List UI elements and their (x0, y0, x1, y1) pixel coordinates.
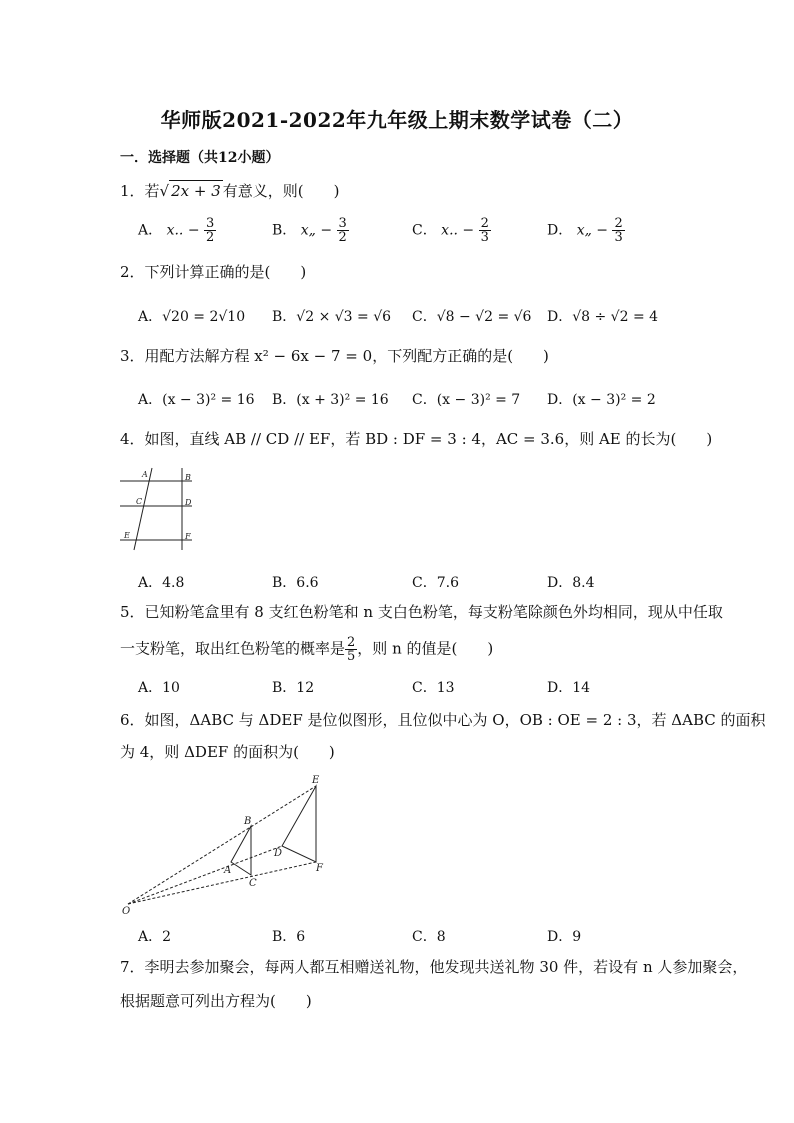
denominator: 2 (338, 230, 347, 245)
q1-option-a[interactable] (138, 217, 216, 244)
q2-option-b[interactable]: B．√2 × √3 = √6 (272, 309, 392, 325)
question-6-line1: 6．如图，ΔABC 与 ΔDEF 是位似图形，且位似中心为 O，OB : OE = 2 : 3，若 ΔABC 的面积 (120, 711, 766, 729)
q5-option-a[interactable]: A．10 (138, 680, 180, 696)
option-expr: x.. − (166, 222, 200, 239)
ray-oe (128, 786, 316, 904)
ray-od (128, 846, 282, 904)
point-e-label: E (312, 775, 320, 786)
denominator: 3 (480, 230, 489, 245)
question-4-stem: 4．如图，直线 AB // CD // EF，若 BD : DF = 3 : 4，AC = 3.6，则 AE 的长为( ) (120, 430, 713, 448)
numerator: 2 (347, 635, 356, 650)
q1-stem-start: 1．若 (120, 182, 160, 200)
q1-option-c[interactable] (412, 217, 491, 244)
q6-option-a[interactable]: A．2 (138, 929, 172, 945)
q4-figure (118, 462, 200, 554)
question-6-line2: 为 4，则 ΔDEF 的面积为( ) (120, 743, 335, 761)
point-a-label: A (224, 865, 232, 876)
point-f-label: F (316, 863, 323, 874)
q4-option-a[interactable]: A．4.8 (138, 575, 185, 591)
question-3-stem: 3．用配方法解方程 x² − 6x − 7 = 0，下列配方正确的是( ) (120, 347, 549, 365)
sqrt-symbol: √ (159, 182, 170, 200)
q5-line2-start: 一支粉笔，取出红色粉笔的概率是 (120, 639, 346, 658)
option-fraction (337, 217, 349, 244)
denominator: 3 (614, 230, 623, 245)
triangle-def (282, 786, 316, 862)
option-letter: A． (138, 222, 163, 239)
option-letter: D． (547, 222, 573, 239)
option-letter: C． (412, 222, 437, 239)
q5-option-b[interactable]: B．12 (272, 680, 315, 696)
q5-option-c[interactable]: C．13 (412, 680, 455, 696)
q6-option-b[interactable]: B．6 (272, 929, 306, 945)
option-fraction (204, 217, 216, 244)
option-letter: B． (272, 222, 297, 239)
point-b-label: B (185, 473, 191, 482)
question-7-line1: 7．李明去参加聚会，每两人都互相赠送礼物，他发现共送礼物 30 件，若设有 n 人参加聚会， (120, 958, 748, 976)
point-d-label: D (274, 848, 283, 859)
page-title: 华师版2021-2022年九年级上期末数学试卷（二） (160, 108, 634, 132)
denominator: 5 (347, 649, 356, 664)
q3-option-b[interactable]: B．(x + 3)² = 16 (272, 392, 389, 408)
q1-option-b[interactable] (272, 217, 349, 244)
triangle-abc (231, 826, 251, 875)
q2-option-a[interactable]: A．√20 = 2√10 (138, 309, 246, 325)
point-e-label: E (124, 531, 130, 540)
option-fraction (612, 217, 624, 244)
q2-option-c[interactable]: C．√8 − √2 = √6 (412, 309, 532, 325)
question-5-line2 (120, 636, 493, 663)
q4-option-b[interactable]: B．6.6 (272, 575, 319, 591)
question-1-stem (120, 180, 339, 201)
q1-stem-end: 有意义，则( ) (222, 182, 340, 200)
question-7-line2: 根据题意可列出方程为( ) (120, 992, 312, 1010)
q3-option-c[interactable]: C．(x − 3)² = 7 (412, 392, 521, 408)
option-expr: x„ − (576, 222, 609, 239)
q3-option-a[interactable]: A．(x − 3)² = 16 (138, 392, 255, 408)
q6-option-d[interactable]: D．9 (547, 929, 582, 945)
option-expr: x.. − (441, 222, 475, 239)
q3-option-d[interactable]: D．(x − 3)² = 2 (547, 392, 656, 408)
point-o-label: O (122, 906, 131, 917)
section-heading: 一．选择题（共12小题） (120, 150, 280, 166)
q5-option-d[interactable]: D．14 (547, 680, 591, 696)
denominator: 2 (206, 230, 215, 245)
question-2-stem: 2．下列计算正确的是( ) (120, 263, 307, 281)
q1-option-d[interactable] (547, 217, 625, 244)
numerator: 2 (614, 216, 623, 231)
point-f-label: F (185, 532, 191, 541)
transversal-ae (134, 468, 152, 550)
q1-radicand: 2x + 3 (171, 182, 221, 200)
point-b-label: B (244, 816, 252, 827)
point-a-label: A (142, 470, 148, 479)
numerator: 2 (480, 216, 489, 231)
option-expr: x„ − (300, 222, 333, 239)
q6-figure (118, 772, 338, 918)
point-d-label: D (185, 498, 192, 507)
q2-option-d[interactable]: D．√8 ÷ √2 = 4 (547, 309, 659, 325)
q6-option-c[interactable]: C．8 (412, 929, 446, 945)
question-5-line1: 5．已知粉笔盒里有 8 支红色粉笔和 n 支白色粉笔，每支粉笔除颜色外均相同，现从中任取 (120, 603, 723, 621)
q4-option-c[interactable]: C．7.6 (412, 575, 459, 591)
q5-fraction (345, 636, 357, 663)
q4-option-d[interactable]: D．8.4 (547, 575, 595, 591)
numerator: 3 (206, 216, 215, 231)
numerator: 3 (338, 216, 347, 231)
option-fraction (479, 217, 491, 244)
q5-line2-end: ，则 n 的值是( ) (357, 639, 494, 658)
point-c-label: C (136, 497, 143, 506)
point-c-label: C (249, 878, 257, 889)
